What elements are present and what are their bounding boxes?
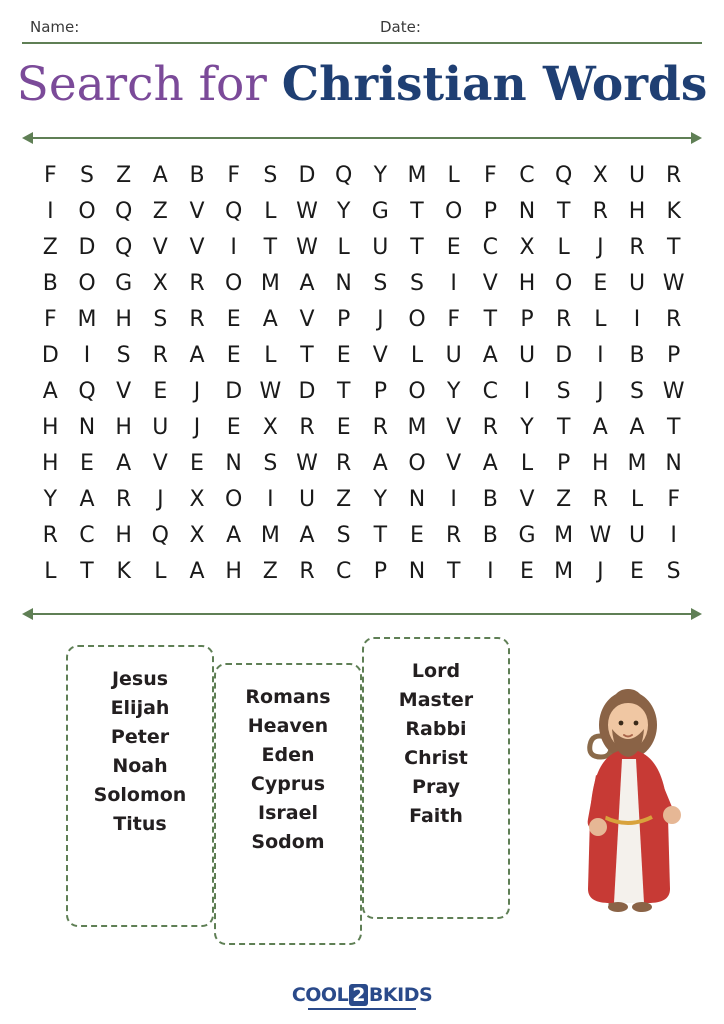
grid-letter: H: [42, 414, 59, 440]
grid-letter: N: [518, 198, 536, 224]
grid-letter: A: [152, 162, 168, 188]
grid-letter: O: [408, 378, 426, 404]
grid-letter: V: [189, 198, 205, 224]
grid-letter: V: [152, 450, 168, 476]
page-title-part2: Christian Words: [281, 57, 708, 112]
grid-letter: E: [410, 522, 424, 548]
word-list-item: Cyprus: [250, 772, 326, 795]
grid-letter: G: [518, 522, 536, 548]
arrow-right-icon: [691, 132, 702, 144]
grid-letter: N: [225, 450, 242, 476]
grid-letter: V: [372, 342, 388, 368]
word-list-item: Master: [398, 688, 474, 711]
word-list-item: Christ: [404, 746, 468, 769]
grid-letter: S: [153, 306, 168, 332]
grid-letter: E: [153, 378, 168, 404]
word-list-item: Solomon: [93, 783, 187, 806]
grid-letter: S: [556, 378, 571, 404]
grid-letter: A: [592, 414, 608, 440]
grid-letter: E: [520, 558, 534, 584]
divider-bar: [32, 613, 692, 615]
grid-letter: L: [264, 342, 277, 368]
grid-letter: P: [667, 342, 681, 368]
grid-letter: A: [42, 378, 58, 404]
grid-letter: Z: [336, 486, 352, 512]
grid-letter: X: [152, 270, 168, 296]
grid-letter: I: [670, 522, 677, 548]
grid-letter: T: [556, 198, 571, 224]
grid-letter: S: [630, 378, 644, 404]
grid-letter: Y: [43, 486, 58, 512]
grid-letter: L: [447, 162, 460, 188]
grid-letter: D: [225, 378, 243, 404]
grid-letter: A: [226, 522, 242, 548]
logo-part3: BKIDS: [368, 984, 433, 1006]
grid-letter: G: [115, 270, 133, 296]
grid-letter: E: [630, 558, 644, 584]
grid-letter: L: [154, 558, 167, 584]
word-list-item: Jesus: [111, 667, 169, 690]
grid-letter: S: [116, 342, 131, 368]
grid-letter: I: [523, 378, 531, 404]
header-row: [0, 0, 724, 42]
grid-letter: A: [189, 342, 205, 368]
grid-letter: F: [484, 162, 497, 188]
grid-letter: H: [518, 270, 536, 296]
grid-letter: A: [189, 558, 205, 584]
grid-letter: L: [264, 198, 277, 224]
grid-letter: T: [410, 234, 424, 260]
grid-letter: B: [482, 486, 498, 512]
grid-letter: R: [592, 198, 608, 224]
grid-letter: P: [520, 306, 534, 332]
grid-letter: O: [408, 450, 426, 476]
grid-letter: L: [630, 486, 644, 512]
grid-letter: U: [372, 234, 389, 260]
grid-letter: J: [193, 414, 201, 440]
grid-letter: O: [555, 270, 573, 296]
grid-letter: N: [335, 270, 352, 296]
grid-letter: N: [78, 414, 96, 440]
word-list-item: Romans: [245, 685, 331, 708]
grid-letter: Q: [151, 522, 169, 548]
grid-letter: O: [225, 270, 243, 296]
grid-letter: E: [80, 450, 94, 476]
grid-letter: P: [373, 378, 387, 404]
grid-letter: A: [116, 450, 132, 476]
grid-letter: R: [592, 486, 608, 512]
grid-letter: M: [554, 522, 574, 548]
grid-letter: D: [298, 162, 316, 188]
grid-letter: V: [446, 450, 462, 476]
grid-letter: N: [665, 450, 682, 476]
grid-letter: Z: [42, 234, 58, 260]
grid-letter: S: [80, 162, 94, 188]
word-list-item: Noah: [112, 754, 168, 777]
grid-letter: M: [627, 450, 647, 476]
divider-bar: [32, 137, 692, 139]
grid-letter: U: [628, 522, 646, 548]
arrow-right-icon: [691, 608, 702, 620]
grid-letter: R: [666, 162, 682, 188]
grid-letter: V: [446, 414, 462, 440]
grid-letter: J: [597, 234, 604, 260]
grid-letter: A: [262, 306, 278, 332]
word-list-item: Faith: [409, 804, 463, 827]
grid-letter: W: [589, 522, 612, 548]
grid-letter: D: [555, 342, 573, 368]
grid-letter: M: [260, 522, 280, 548]
grid-letter: T: [336, 378, 351, 404]
word-list-item: Israel: [258, 801, 318, 824]
grid-letter: R: [372, 414, 388, 440]
grid-letter: U: [298, 486, 316, 512]
grid-letter: V: [116, 378, 132, 404]
jesus-shepherd-icon: [562, 667, 692, 917]
grid-letter: E: [593, 270, 608, 296]
grid-letter: A: [629, 414, 645, 440]
grid-letter: B: [629, 342, 645, 368]
word-list-item: Sodom: [251, 830, 325, 853]
word-list-3: [362, 637, 510, 919]
grid-letter: J: [597, 558, 604, 584]
grid-letter: U: [152, 414, 169, 440]
grid-letter: R: [299, 558, 315, 584]
grid-letter: S: [263, 450, 278, 476]
grid-letter: R: [299, 414, 315, 440]
grid-letter: T: [410, 198, 424, 224]
grid-letter: M: [407, 162, 427, 188]
grid-letter: F: [447, 306, 460, 332]
grid-letter: P: [557, 450, 571, 476]
grid-letter: O: [445, 198, 463, 224]
grid-letter: H: [115, 414, 132, 440]
grid-letter: M: [260, 270, 280, 296]
grid-letter: I: [487, 558, 494, 584]
grid-letter: L: [410, 342, 424, 368]
grid-letter: L: [520, 450, 534, 476]
grid-letter: R: [446, 522, 462, 548]
word-list-item: Heaven: [247, 714, 329, 737]
grid-letter: G: [371, 198, 389, 224]
word-list-item: Eden: [261, 743, 315, 766]
grid-letter: R: [482, 414, 498, 440]
grid-letter: R: [152, 342, 168, 368]
grid-letter: Y: [336, 198, 351, 224]
grid-letter: Q: [115, 234, 133, 260]
grid-letter: T: [300, 342, 314, 368]
grid-letter: J: [377, 306, 384, 332]
grid-letter: L: [557, 234, 570, 260]
grid-letter: C: [482, 234, 499, 260]
grid-letter: D: [78, 234, 96, 260]
grid-letter: T: [373, 522, 388, 548]
grid-letter: I: [633, 306, 641, 332]
grid-letter: R: [42, 522, 58, 548]
grid-letter: J: [193, 378, 201, 404]
grid-letter: E: [446, 234, 461, 260]
grid-letter: M: [407, 414, 427, 440]
grid-letter: L: [337, 234, 350, 260]
grid-letter: F: [227, 162, 240, 188]
grid-letter: C: [79, 522, 95, 548]
date-label: Date:: [380, 18, 421, 36]
grid-letter: H: [592, 450, 609, 476]
arrow-divider-top: [22, 131, 702, 145]
grid-letter: B: [189, 162, 205, 188]
grid-letter: A: [79, 486, 95, 512]
grid-letter: R: [189, 270, 205, 296]
grid-letter: T: [666, 414, 681, 440]
grid-letter: B: [42, 270, 58, 296]
grid-letter: W: [662, 378, 685, 404]
grid-letter: H: [115, 522, 132, 548]
grid-letter: L: [44, 558, 57, 584]
grid-letter: N: [408, 486, 426, 512]
page-title-part1: Search for: [16, 57, 282, 112]
logo-underline: [308, 1008, 416, 1010]
grid-letter: D: [41, 342, 59, 368]
grid-letter: I: [230, 234, 237, 260]
word-list-item: Titus: [113, 812, 167, 835]
grid-letter: M: [77, 306, 97, 332]
word-list-2: [214, 663, 362, 945]
grid-letter: I: [450, 486, 457, 512]
grid-letter: W: [662, 270, 685, 296]
grid-letter: R: [629, 234, 645, 260]
grid-letter: W: [296, 450, 318, 476]
grid-letter: P: [337, 306, 351, 332]
word-list-item: Elijah: [110, 696, 170, 719]
grid-letter: I: [450, 270, 457, 296]
grid-letter: E: [190, 450, 204, 476]
grid-letter: V: [299, 306, 315, 332]
grid-letter: H: [42, 450, 59, 476]
grid-letter: K: [666, 198, 681, 224]
word-list-item: Lord: [411, 659, 461, 682]
grid-letter: Y: [446, 378, 461, 404]
grid-letter: I: [47, 198, 54, 224]
grid-letter: Z: [116, 162, 132, 188]
grid-letter: S: [666, 558, 681, 584]
grid-letter: H: [225, 558, 242, 584]
grid-letter: I: [267, 486, 274, 512]
grid-letter: E: [336, 414, 351, 440]
grid-letter: Q: [225, 198, 243, 224]
grid-letter: M: [554, 558, 574, 584]
grid-letter: O: [78, 198, 96, 224]
grid-letter: U: [445, 342, 462, 368]
grid-letter: S: [336, 522, 351, 548]
grid-letter: Y: [373, 486, 388, 512]
grid-letter: U: [518, 342, 536, 368]
grid-letter: Y: [373, 162, 388, 188]
grid-letter: F: [44, 306, 57, 332]
grid-letter: H: [115, 306, 132, 332]
grid-letter: C: [519, 162, 535, 188]
grid-letter: E: [226, 342, 241, 368]
grid-letter: T: [80, 558, 94, 584]
word-list-item: Pray: [412, 775, 460, 798]
grid-letter: Q: [555, 162, 573, 188]
grid-letter: T: [666, 234, 681, 260]
grid-letter: V: [519, 486, 535, 512]
grid-letter: P: [373, 558, 387, 584]
grid-letter: J: [597, 378, 604, 404]
grid-letter: R: [556, 306, 572, 332]
grid-letter: T: [446, 558, 461, 584]
grid-letter: T: [483, 306, 498, 332]
site-logo: [0, 984, 724, 1010]
grid-letter: X: [592, 162, 608, 188]
grid-letter: O: [225, 486, 243, 512]
grid-letter: H: [628, 198, 646, 224]
grid-letter: E: [226, 414, 241, 440]
grid-letter: A: [299, 522, 315, 548]
grid-letter: Y: [520, 414, 534, 440]
grid-letter: Q: [115, 198, 133, 224]
word-list-item: Peter: [110, 725, 170, 748]
grid-letter: Z: [152, 198, 168, 224]
grid-letter: S: [410, 270, 424, 296]
grid-letter: A: [372, 450, 388, 476]
grid-letter: U: [628, 162, 646, 188]
grid-letter: E: [226, 306, 241, 332]
grid-letter: Z: [262, 558, 278, 584]
grid-letter: C: [335, 558, 352, 584]
grid-letter: X: [262, 414, 278, 440]
word-list-item: Rabbi: [405, 717, 467, 740]
page-title: [0, 44, 724, 125]
grid-letter: R: [189, 306, 205, 332]
grid-letter: O: [408, 306, 426, 332]
logo-part2: 2: [349, 984, 368, 1006]
grid-letter: S: [263, 162, 278, 188]
grid-letter: Q: [335, 162, 353, 188]
logo-part1: COOL: [291, 984, 349, 1006]
grid-letter: W: [296, 198, 318, 224]
grid-letter: L: [594, 306, 607, 332]
grid-letter: E: [336, 342, 351, 368]
grid-letter: C: [482, 378, 499, 404]
grid-letter: Q: [78, 378, 96, 404]
grid-letter: F: [667, 486, 680, 512]
word-search-grid: [32, 163, 692, 585]
grid-letter: W: [296, 234, 318, 260]
grid-letter: P: [483, 198, 497, 224]
grid-letter: K: [116, 558, 131, 584]
word-list-1: [66, 645, 214, 927]
grid-letter: Z: [556, 486, 572, 512]
grid-letter: O: [78, 270, 96, 296]
grid-letter: X: [189, 486, 205, 512]
grid-letter: F: [44, 162, 57, 188]
grid-letter: I: [597, 342, 604, 368]
name-label: Name:: [30, 18, 80, 36]
grid-letter: V: [152, 234, 168, 260]
grid-letter: A: [482, 342, 498, 368]
word-list-area: [22, 637, 702, 937]
grid-letter: N: [408, 558, 426, 584]
grid-letter: I: [83, 342, 91, 368]
grid-letter: J: [157, 486, 164, 512]
grid-letter: A: [299, 270, 315, 296]
grid-letter: S: [373, 270, 388, 296]
grid-letter: B: [482, 522, 498, 548]
grid-letter: A: [482, 450, 498, 476]
grid-letter: R: [116, 486, 132, 512]
grid-letter: T: [556, 414, 571, 440]
grid-letter: V: [482, 270, 498, 296]
grid-letter: D: [298, 378, 316, 404]
grid-letter: T: [263, 234, 278, 260]
grid-letter: X: [189, 522, 205, 548]
arrow-divider-bottom: [22, 607, 702, 621]
grid-letter: U: [628, 270, 646, 296]
grid-letter: W: [259, 378, 282, 404]
grid-letter: X: [519, 234, 535, 260]
grid-letter: R: [336, 450, 352, 476]
grid-letter: V: [189, 234, 205, 260]
grid-letter: R: [666, 306, 682, 332]
